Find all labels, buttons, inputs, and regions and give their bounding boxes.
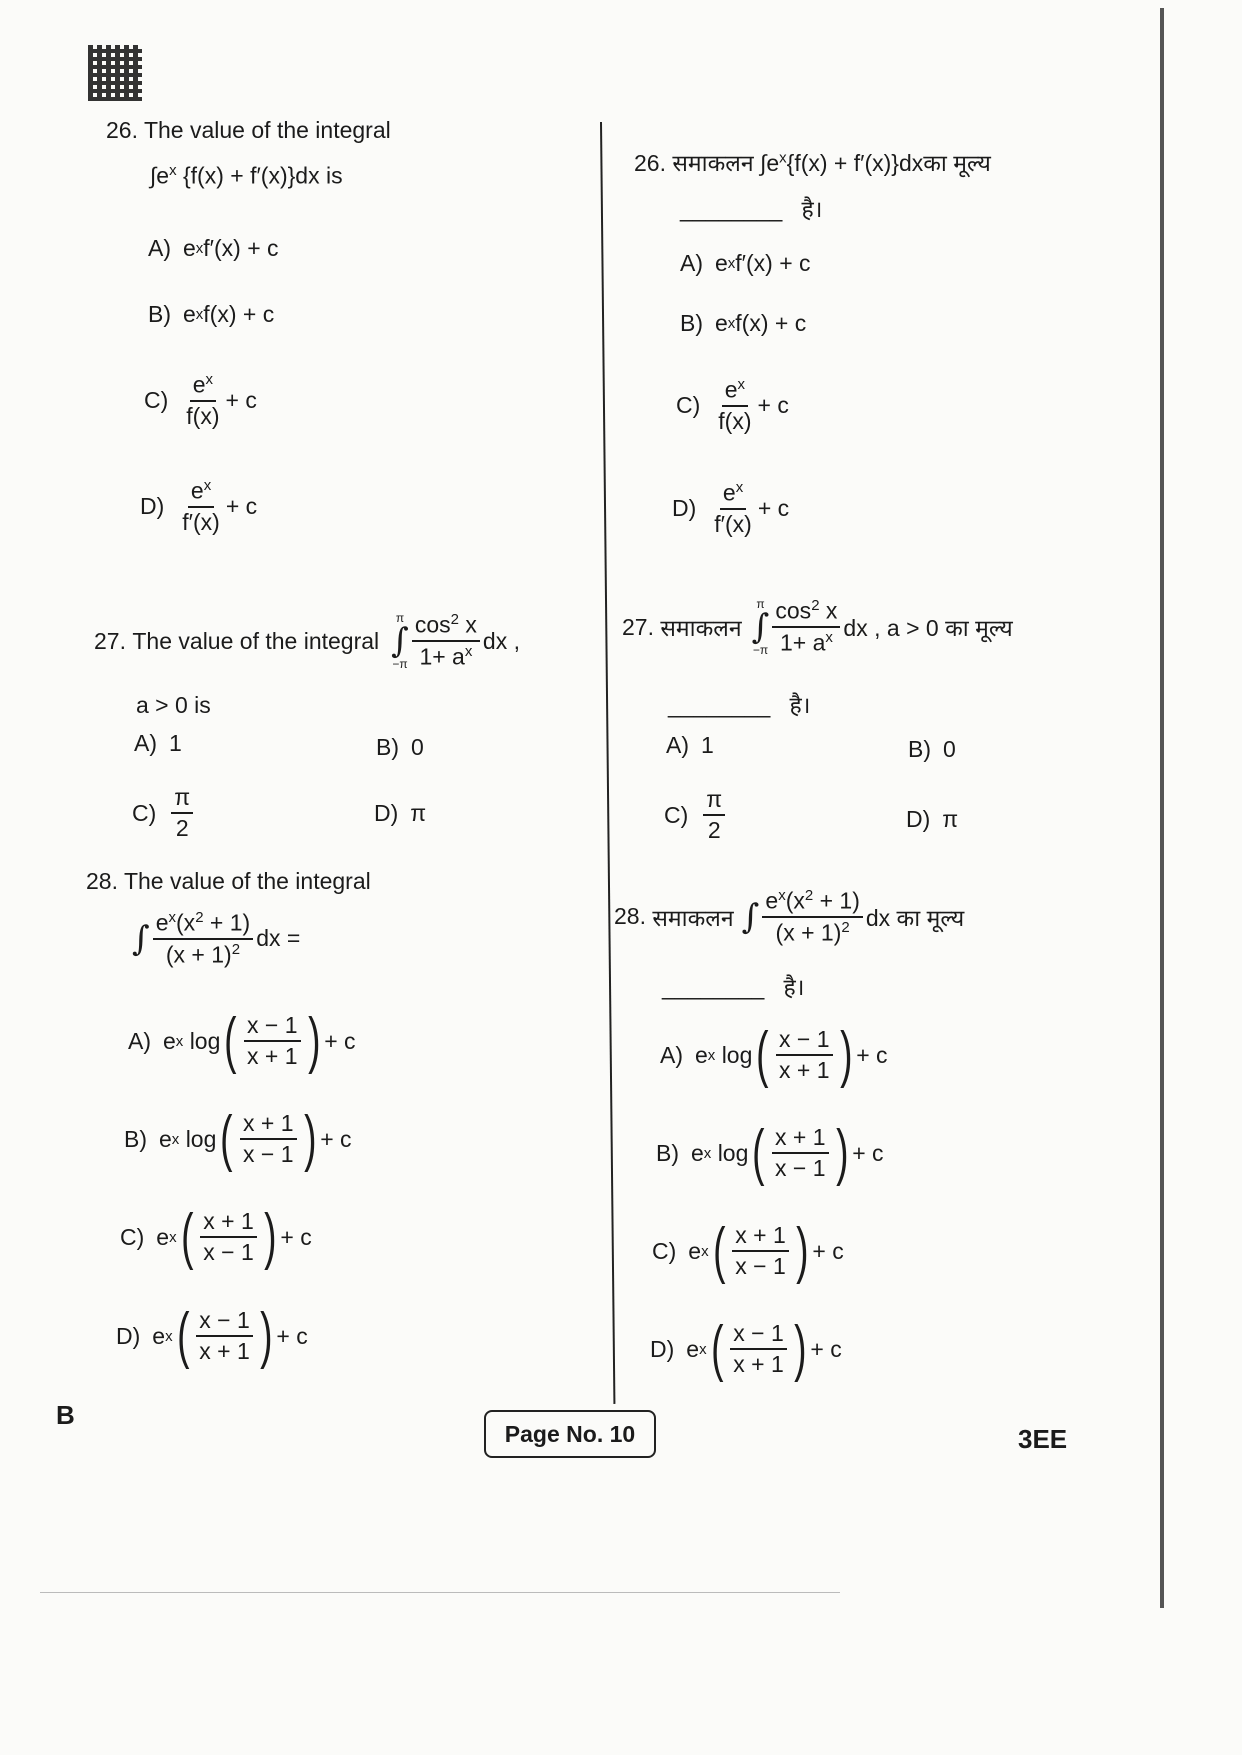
fraction: $\frac{e^x}{f'(x)}$ (714, 479, 752, 537)
scan-bottom-line (40, 1592, 840, 1593)
fraction: $\frac{x + 1}{x - 1}$ (240, 1111, 297, 1168)
q27-hindi-option-b[interactable]: B) 0 (908, 736, 956, 762)
q26-option-c[interactable]: C) $\frac{e^x}{f(x)}$ + c (144, 371, 257, 429)
fraction: $\frac{x - 1}{x + 1}$ (196, 1308, 253, 1365)
fraction: $\frac{e^x}{f(x)}$ (186, 371, 220, 429)
q27-option-a[interactable]: A) 1 (134, 730, 182, 756)
q27-stem: 27. The value of the integral π ∫ −π $\frac{\cos^2 x}{1+ a^x}$ dx , (94, 611, 520, 671)
fraction: $\frac{x - 1}{x + 1}$ (244, 1013, 301, 1070)
integral-sign: ∫ (741, 896, 760, 937)
q27-option-c[interactable]: C) $\frac{\pi}{2}$ (132, 785, 196, 842)
integral-limits: π ∫ −π (391, 611, 409, 671)
q28-hindi-option-b[interactable]: B) e x log ( $\frac{x + 1}{x - 1}$ ) + c (656, 1118, 884, 1187)
integral-sign: ∫ (751, 607, 770, 647)
q26-hindi-option-d[interactable]: D) $\frac{e^x}{f'(x)}$ + c (672, 479, 790, 537)
page-number: Page No. 10 (484, 1410, 656, 1458)
fraction: $\frac{\pi}{2}$ (703, 787, 725, 844)
fraction: $\frac{x - 1}{x + 1}$ (730, 1321, 787, 1378)
q27-hindi-stem: 27. समाकलन π ∫ −π $\frac{\cos^2 x}{1+ a^x}$ dx , a > 0 का मूल्य (622, 597, 1013, 657)
q28-stem: 28. The value of the integral (86, 868, 371, 894)
q26-option-a[interactable]: A) e x f′(x) + c (148, 235, 279, 261)
q27-option-d[interactable]: D) π (374, 800, 427, 826)
fraction: $\frac{x + 1}{x - 1}$ (732, 1223, 789, 1280)
q28-hindi-blank: ________ है। (662, 974, 805, 1000)
q28-option-c[interactable]: C) e x ( $\frac{x + 1}{x - 1}$ ) + c (120, 1202, 312, 1271)
fraction: $\frac{x + 1}{x - 1}$ (772, 1125, 829, 1182)
q28-option-b[interactable]: B) e x log ( $\frac{x + 1}{x - 1}$ ) + c (124, 1104, 352, 1173)
fraction: $\frac{e^x(x^2 + 1)}{(x + 1)^2}$ (153, 910, 253, 968)
fraction: $\frac{e^x(x^2 + 1)}{(x + 1)^2}$ (762, 888, 862, 946)
fraction: $\frac{e^x}{f(x)}$ (718, 376, 752, 434)
q26-option-b[interactable]: B) e x f(x) + c (148, 301, 275, 327)
q28-hindi-option-c[interactable]: C) e x ( $\frac{x + 1}{x - 1}$ ) + c (652, 1216, 844, 1285)
integral-limits: π ∫ −π (751, 597, 770, 657)
paper-code: 3EE (1018, 1424, 1068, 1454)
q26-hindi-stem: 26. समाकलन $\int e^x\{f(x)$ + f′(x)}dxका मूल्य (634, 149, 991, 176)
q26-hindi-option-b[interactable]: B) e x f(x) + c (680, 310, 807, 336)
fraction: $\frac{\cos^2 x}{1+ a^x}$ (772, 598, 840, 656)
scan-edge-line (1160, 8, 1164, 1608)
q27-hindi-option-d[interactable]: D) π (906, 806, 959, 832)
qr-code (88, 45, 142, 101)
integral-sign: ∫ (391, 621, 409, 661)
q28-option-d[interactable]: D) e x ( $\frac{x - 1}{x + 1}$ ) + c (116, 1301, 308, 1370)
q26-hindi-blank: ________ है। (680, 196, 823, 222)
q26-stem: 26. The value of the integral (106, 117, 391, 143)
fraction: $\frac{e^x}{f'(x)}$ (182, 477, 220, 535)
column-divider (600, 122, 615, 1404)
fraction: $\frac{\cos^2 x}{1+ a^x}$ (412, 612, 480, 670)
fraction: $\frac{\pi}{2}$ (171, 785, 193, 842)
q27-hindi-option-c[interactable]: C) $\frac{\pi}{2}$ (664, 787, 728, 844)
series-letter: B (56, 1400, 75, 1430)
integral-sign: ∫ (132, 918, 150, 959)
q28-hindi-option-a[interactable]: A) e x log ( $\frac{x - 1}{x + 1}$ ) + c (660, 1020, 888, 1089)
fraction: $\frac{x + 1}{x - 1}$ (200, 1209, 257, 1266)
q28-hindi-stem: 28. समाकलन ∫ $\frac{e^x(x^2 + 1)}{(x + 1)^2}$ dx का मूल्य (614, 887, 965, 946)
q27-hindi-blank: ________ है। (668, 692, 811, 718)
q28-expression: ∫ $\frac{e^x(x^2 + 1)}{(x + 1)^2}$ dx = (132, 909, 301, 968)
q27-condition: a > 0 is (136, 692, 211, 718)
q28-option-a[interactable]: A) e x log ( $\frac{x - 1}{x + 1}$ ) + c (128, 1006, 356, 1075)
q27-option-b[interactable]: B) 0 (376, 734, 424, 760)
q28-hindi-option-d[interactable]: D) e x ( $\frac{x - 1}{x + 1}$ ) + c (650, 1314, 842, 1383)
q27-hindi-option-a[interactable]: A) 1 (666, 732, 714, 758)
q26-expression: $\int e^x$ {f(x) + f′(x)}dx is (150, 162, 343, 189)
fraction: $\frac{x - 1}{x + 1}$ (776, 1027, 833, 1084)
q26-hindi-option-c[interactable]: C) $\frac{e^x}{f(x)}$ + c (676, 376, 789, 434)
q26-option-d[interactable]: D) $\frac{e^x}{f'(x)}$ + c (140, 477, 258, 535)
q26-hindi-option-a[interactable]: A) e x f′(x) + c (680, 250, 811, 276)
